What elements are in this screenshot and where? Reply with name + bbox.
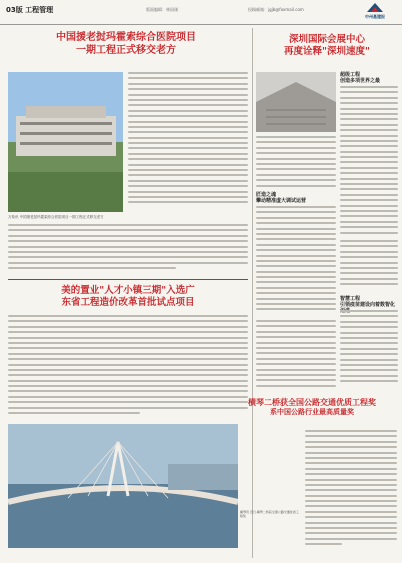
shenzhen-photo-art (256, 72, 336, 132)
column-text-2 (256, 206, 336, 316)
column-subhead-3-line-1: 智慧工程 (340, 296, 361, 302)
column-text-5 (256, 320, 336, 392)
worker-headline (8, 285, 248, 309)
contact-line: 投稿邮箱：jgjb@foxmail.com (248, 7, 304, 12)
shenzhen-headline-line-2: 再度诠释"深圳速度" (284, 45, 370, 57)
column-divider (252, 28, 253, 558)
hospital-photo-caption: 万象讯 中国援老挝玛霍索综合医院项目一期工程正式移交老方 (8, 215, 104, 219)
logo-icon (367, 3, 383, 12)
bridge-photo (8, 424, 238, 548)
bridge-text-column (305, 430, 397, 550)
bridge-headline (224, 398, 400, 417)
bridge-headline-line-2: 系中国公路行业最高质量奖 (270, 408, 354, 416)
section-divider (8, 279, 248, 280)
column-subhead-1-line-2: 创造多项世界之最 (340, 78, 381, 84)
hospital-headline (10, 32, 242, 57)
column-subhead-1-line-1: 超级工程 (340, 72, 361, 78)
worker-headline-line-1: 美的置业"人才小镇三期"入选广 (61, 285, 195, 296)
shenzhen-text-body (256, 136, 336, 190)
column-subhead-2-line-2: 攀动精准虚大调试运营 (256, 198, 307, 204)
page-label: 03版 工程管理 (6, 6, 54, 14)
hospital-headline-line-1: 中国援老挝玛霍索综合医院项目 (56, 32, 196, 43)
worker-headline-line-2: 东省工程造价改革首批试点项目 (61, 296, 195, 308)
hospital-headline-line-2: 一期工程正式移交老方 (76, 44, 176, 56)
shenzhen-headline-line-1: 深圳国际会展中心 (288, 34, 365, 45)
editor-line: 版面编辑：林国刚 (146, 7, 178, 12)
hospital-text-column-1 (128, 72, 248, 212)
bridge-headline-line-1: 横琴二桥获全国公路交通优质工程奖 (248, 398, 376, 407)
brand-name: 中州基建报 (365, 14, 385, 19)
column-subhead-3-line-2: 引领疫苗建设向着数智化 (340, 302, 396, 308)
column-subhead-1 (340, 72, 398, 84)
hospital-photo (8, 72, 123, 212)
column-text-1 (340, 86, 398, 236)
shenzhen-photo (256, 72, 336, 132)
bridge-photo-art (8, 424, 238, 548)
bridge-photo-caption: 横琴讯 近日,横琴二桥获全国公路交通优质工程奖 (240, 510, 299, 519)
column-subhead-2-line-1: 匠造之魂 (256, 192, 277, 198)
hospital-photo-art (8, 72, 123, 212)
shenzhen-headline (258, 34, 396, 58)
brand-logo (352, 3, 398, 21)
worker-text-body (8, 315, 248, 419)
page-header (0, 0, 402, 25)
column-text-3 (340, 240, 398, 292)
column-text-4 (340, 310, 398, 390)
column-subhead-2 (256, 192, 336, 204)
hospital-text-body (8, 224, 248, 276)
